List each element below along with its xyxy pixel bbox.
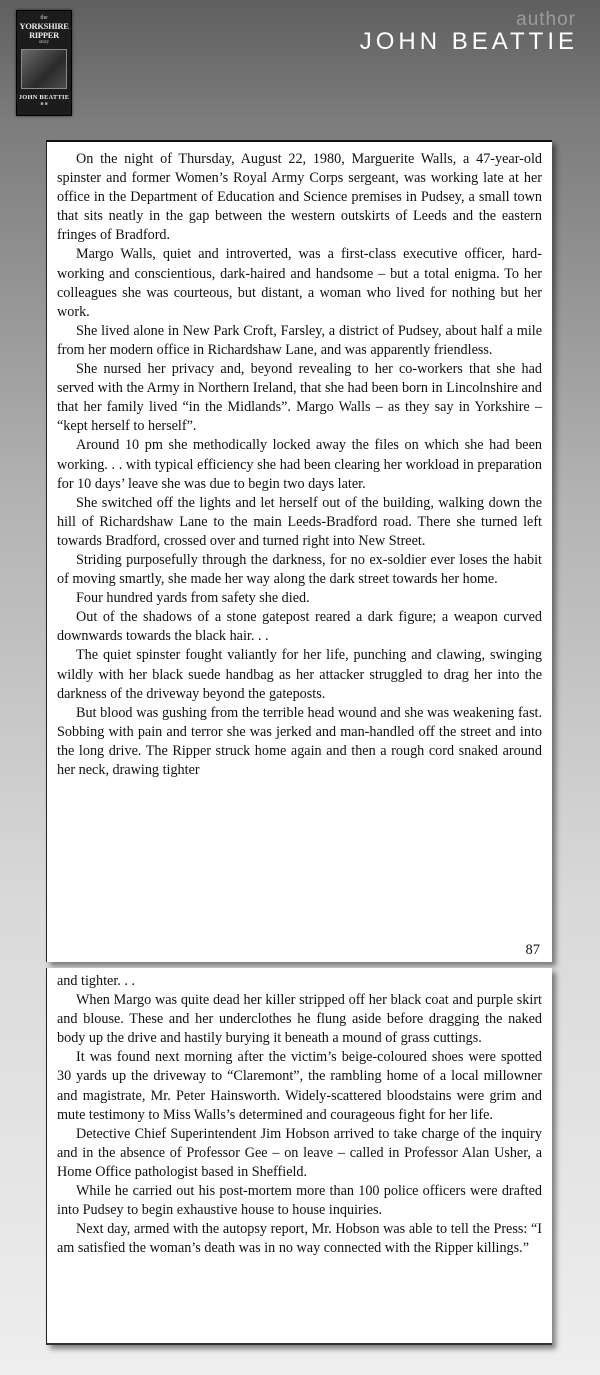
paragraph: She lived alone in New Park Croft, Farsley, a district of Pudsey, about half a mile from her modern office in Richardshaw Lane, and was apparently friendless. bbox=[57, 322, 542, 358]
book-author: JOHN BEATTIE bbox=[18, 94, 70, 101]
paragraph: It was found next morning after the victim’s beige-coloured shoes were spotted 30 yards up the driveway to “Claremont”, the rambling home of a local millowner and magistrate, Mr. Peter Hainsworth. Widely-scattered bloodstains were grim and mute testimony to Miss Walls’s determined and courageous fight for her life. bbox=[57, 1049, 542, 1123]
book-title-line1: YORKSHIRE bbox=[19, 21, 69, 31]
book-cover-thumbnail[interactable] bbox=[16, 10, 72, 116]
paragraph: Striding purposefully through the darkness, for no ex-soldier ever loses the habit of moving smartly, she made her way along the dark street towards her home. bbox=[57, 551, 542, 588]
page-number: 87 bbox=[525, 942, 540, 958]
paragraph: While he carried out his post-mortem more than 100 police officers were drafted into Pudsey to begin exhaustive house to house inquiries. bbox=[57, 1183, 542, 1219]
paragraph: Next day, armed with the autopsy report, Mr. Hobson was able to tell the Press: “I am satisfied the woman’s death was in no way connected with the Ripper killings.” bbox=[57, 1221, 542, 1257]
cover-photo bbox=[21, 49, 67, 89]
book-page-87 bbox=[46, 140, 552, 962]
paragraph: Out of the shadows of a stone gatepost reared a dark figure; a weapon curved downwards towards the black hair. . . bbox=[57, 609, 542, 645]
paragraph: Detective Chief Superintendent Jim Hobson arrived to take charge of the inquiry and in the absence of Professor Gee – on leave – called in Professor Alan Usher, a Home Office pathologist based in Sheffield. bbox=[57, 1125, 542, 1180]
book-title-line2: RIPPER bbox=[29, 30, 59, 40]
paragraph: She switched off the lights and let herself out of the building, walking down the hill of Richardshaw Lane to the main Leeds-Bradford road. There she turned left towards Bradford, crossed over and turned right into New Street. bbox=[57, 494, 542, 549]
book-page-88 bbox=[46, 968, 552, 1345]
continuation-text: and tighter. . . bbox=[57, 973, 136, 989]
paragraph: The quiet spinster fought valiantly for her life, punching and clawing, swinging wildly with her black suede handbag as her attacker struggled to drag her into the darkness of the driveway beyond the gateposts. bbox=[57, 647, 542, 702]
paragraph: Four hundred yards from safety she died. bbox=[76, 590, 310, 607]
paragraph: She nursed her privacy and, beyond revealing to her co-workers that she had served with the Army in Northern Ireland, that she had been born in Lincolnshire and that her family lived “in the Midlands”. Margo Walls – as they say in Yorkshire – “kept herself to herself”. bbox=[57, 361, 542, 435]
cover-decoration: ■ ■ bbox=[40, 102, 48, 107]
author-name: JOHN BEATTIE bbox=[359, 28, 578, 55]
paragraph: On the night of Thursday, August 22, 1980, Marguerite Walls, a 47-year-old spinster and former Women’s Royal Army Corps sergeant, was working late at her office in the Department of Education and Science premises in Pudsey, a small town that sits neatly in the gap between the western outskirts of Leeds and the eastern fringes of Bradford. bbox=[57, 151, 542, 244]
author-label: author bbox=[516, 9, 576, 30]
paragraph: Around 10 pm she methodically locked away the files on which she had been working. . . with typical efficiency she had been clearing her workload in preparation for 10 days’ leave she was due to begin two days later. bbox=[57, 437, 542, 492]
book-subtitle: story bbox=[39, 40, 49, 45]
paragraph: When Margo was quite dead her killer stripped off her black coat and purple skirt and blouse. These and her underclothes he flung aside before dragging the naked body up the drive and hastily burying it beneath a mound of grass cuttings. bbox=[57, 992, 542, 1047]
book-series-text: the bbox=[40, 15, 48, 21]
paragraph: But blood was gushing from the terrible head wound and she was weakening fast. Sobbing with pain and terror she was jerked and man-handled off the street and into the long drive. The Ripper struck home again and then a rough cord snaked around her neck, drawing tighter bbox=[57, 704, 542, 778]
paragraph: Margo Walls, quiet and introverted, was a first-class executive officer, hard-working and conscientious, dark-haired and handsome – but a total enigma. To her colleagues she was courteous, but distant, a woman who lived for nothing but her work. bbox=[57, 246, 542, 320]
